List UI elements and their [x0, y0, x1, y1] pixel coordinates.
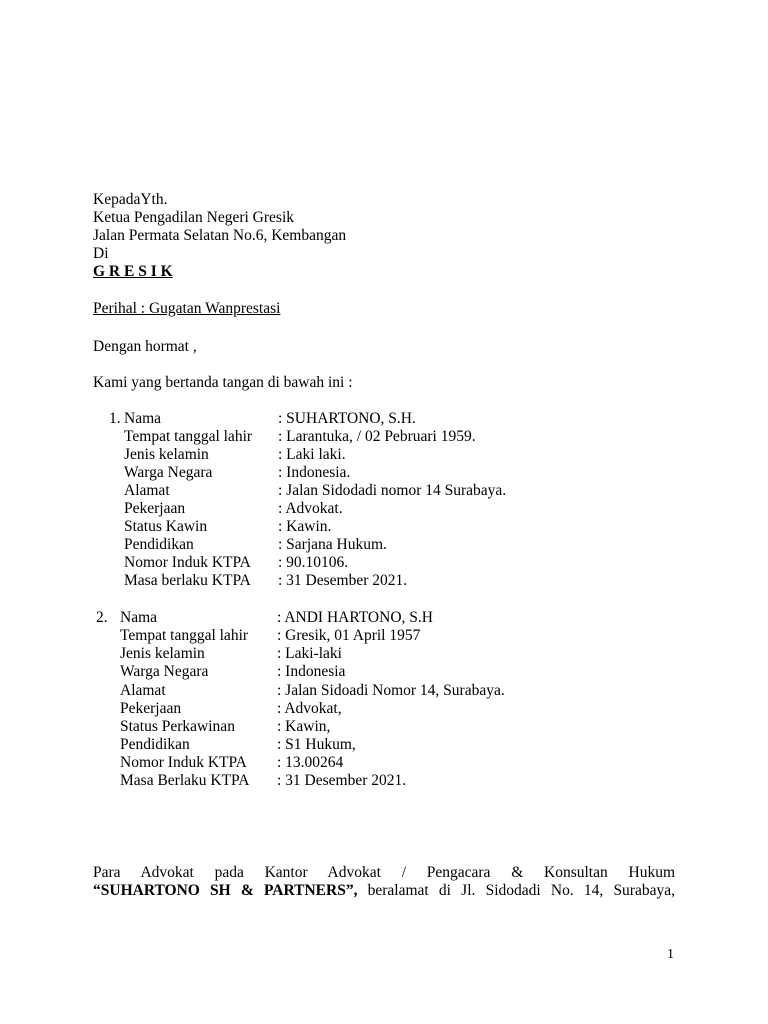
party-1-value: : Laki laki. [278, 446, 346, 463]
party-2-label: Warga Negara [120, 663, 209, 680]
party-1-value: : 90.10106. [278, 554, 349, 571]
party-2-value: : Laki-laki [277, 645, 342, 662]
party-2-label: Pendidikan [120, 736, 190, 753]
party-2-value: : Gresik, 01 April 1957 [277, 627, 421, 644]
page-number: 1 [667, 947, 674, 962]
party-1-label: Nama [124, 410, 162, 427]
party-2-label: Tempat tanggal lahir [120, 627, 249, 644]
intro-line: Kami yang bertanda tangan di bawah ini : [93, 374, 353, 391]
party-1-value: : Jalan Sidodadi nomor 14 Surabaya. [278, 482, 507, 499]
party-1-value: : Kawin. [278, 518, 332, 535]
party-1-label: Pendidikan [124, 536, 194, 553]
closing-line-1-text: Para Advokat pada Kantor Advokat / Pengacara & Konsultan Hukum [93, 864, 675, 881]
addressee-line-3: Jalan Permata Selatan No.6, Kembangan [93, 227, 347, 244]
addressee-line-1: KepadaYth. [93, 191, 168, 208]
party-2-label: Masa Berlaku KTPA [120, 772, 250, 789]
party-1-value: : SUHARTONO, S.H. [278, 410, 416, 427]
closing-line-2 [93, 882, 675, 900]
party-2-value: : Jalan Sidoadi Nomor 14, Surabaya. [277, 682, 505, 699]
party-1-label: Warga Negara [124, 464, 213, 481]
party-1-label: Masa berlaku KTPA [124, 572, 251, 589]
party-1-value: : Advokat. [278, 500, 343, 517]
party-2-number: 2. [96, 609, 108, 626]
party-1-value: : 31 Desember 2021. [278, 572, 408, 589]
addressee-city: G R E S I K [93, 263, 173, 280]
party-1-value: : Indonesia. [278, 464, 351, 481]
firm-name: “SUHARTONO SH & PARTNERS”, [93, 882, 358, 899]
greeting: Dengan hormat , [93, 338, 197, 355]
closing-line-2-text: beralamat di Jl. Sidodadi No. 14, Surabaya, [357, 882, 675, 899]
party-2-label: Pekerjaan [120, 700, 182, 717]
party-1-label: Pekerjaan [124, 500, 186, 517]
party-2-value: : Kawin, [277, 718, 331, 735]
party-2-label: Status Perkawinan [120, 718, 235, 735]
addressee-line-2: Ketua Pengadilan Negeri Gresik [93, 209, 295, 226]
party-1-label: Tempat tanggal lahir [124, 428, 253, 445]
party-2-value: : S1 Hukum, [277, 736, 356, 753]
party-2-label: Jenis kelamin [120, 645, 205, 662]
addressee-line-4: Di [93, 245, 109, 262]
party-2-label: Nomor Induk KTPA [120, 754, 247, 771]
party-1-label: Alamat [124, 482, 170, 499]
party-2-label: Alamat [120, 682, 166, 699]
party-1-number: 1. [109, 410, 121, 427]
party-2-label: Nama [120, 609, 158, 626]
party-2-value: : Indonesia [277, 663, 346, 680]
party-1-value: : Larantuka, / 02 Pebruari 1959. [278, 428, 476, 445]
party-2-value: : 13.00264 [277, 754, 344, 771]
party-1-label: Nomor Induk KTPA [124, 554, 251, 571]
party-2-value: : Advokat, [277, 700, 342, 717]
party-1-value: : Sarjana Hukum. [278, 536, 387, 553]
closing-line-1 [93, 864, 675, 882]
party-1-label: Status Kawin [124, 518, 208, 535]
party-2-value: : 31 Desember 2021. [277, 772, 407, 789]
subject-line: Perihal : Gugatan Wanprestasi [93, 300, 281, 317]
party-1-label: Jenis kelamin [124, 446, 209, 463]
party-2-value: : ANDI HARTONO, S.H [277, 609, 433, 626]
